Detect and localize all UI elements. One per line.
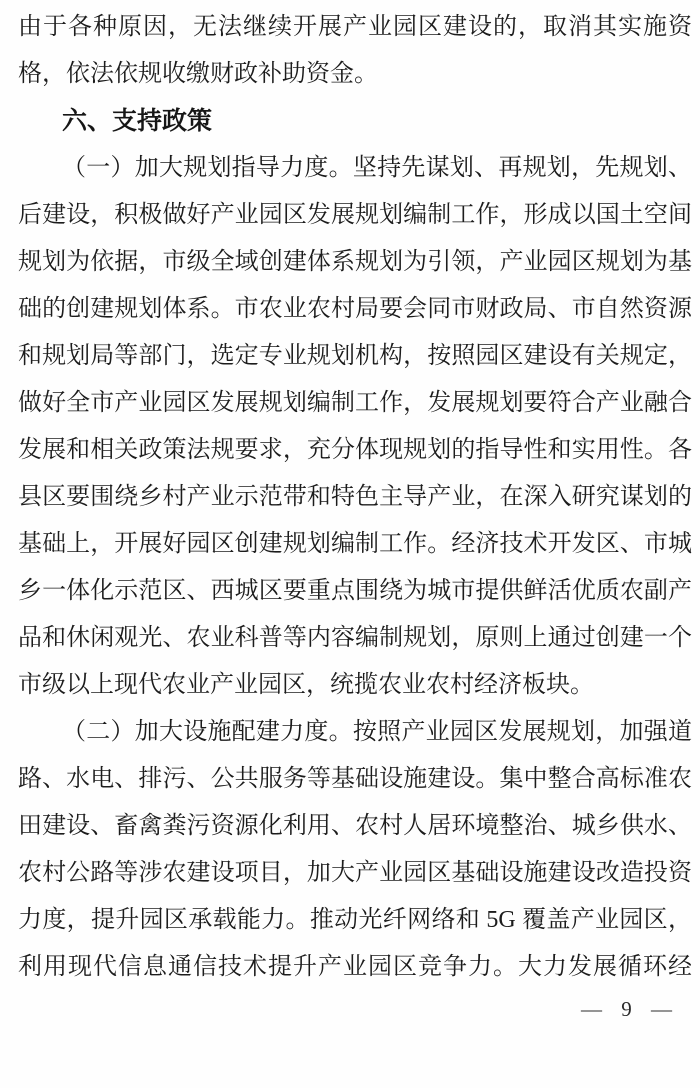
paragraph-first-line <box>18 145 692 192</box>
text-line: 路、水电、排污、公共服务等基础设施建设。集中整合高标准农 <box>18 766 692 792</box>
text-line: 县区要围绕乡村产业示范带和特色主导产业，在深入研究谋划的 <box>18 484 692 510</box>
text-line: 力度，提升园区承载能力。推动光纤网络和 5G 覆盖产业园区， <box>18 907 692 933</box>
text-line: 市级以上现代农业产业园区，统揽农业农村经济板块。 <box>18 672 594 698</box>
text-line: 后建设，积极做好产业园区发展规划编制工作，形成以国土空间 <box>18 202 692 228</box>
text-line: 础的创建规划体系。市农业农村局要会同市财政局、市自然资源 <box>18 296 692 322</box>
paragraph-lead: （二）加大设施配建力度。 <box>62 719 353 745</box>
text-line: 规划为依据，市级全域创建体系规划为引领，产业园区规划为基 <box>18 249 692 275</box>
text-line: 由于各种原因，无法继续开展产业园区建设的，取消其实施资 <box>18 14 692 40</box>
text-line: 格，依法依规收缴财政补助资金。 <box>18 61 378 87</box>
text-line: 做好全市产业园区发展规划编制工作，发展规划要符合产业融合 <box>18 390 692 416</box>
text-line: 农村公路等涉农建设项目，加大产业园区基础设施建设改造投资 <box>18 860 692 886</box>
text-line: 利用现代信息通信技术提升产业园区竞争力。大力发展循环经 <box>18 954 692 980</box>
text-line: 品和休闲观光、农业科普等内容编制规划，原则上通过创建一个 <box>18 625 692 651</box>
paragraph-lead-continuation: 坚持先谋划、再规划，先规划、 <box>352 155 693 181</box>
paragraph-lead-continuation: 按照产业园区发展规划，加强道 <box>352 719 693 745</box>
paragraph-first-line <box>18 709 692 756</box>
page-number: — 9 — <box>581 997 674 1021</box>
text-line: 发展和相关政策法规要求，充分体现规划的指导性和实用性。各 <box>18 437 692 463</box>
section-heading: 六、支持政策 <box>62 107 213 135</box>
text-line: 基础上，开展好园区创建规划编制工作。经济技术开发区、市城 <box>18 531 692 557</box>
text-line: 和规划局等部门，选定专业规划机构，按照园区建设有关规定， <box>18 343 692 369</box>
paragraph-lead: （一）加大规划指导力度。 <box>62 155 353 181</box>
document-body <box>18 4 692 991</box>
text-line: 田建设、畜禽粪污资源化利用、农村人居环境整治、城乡供水、 <box>18 813 692 839</box>
text-line: 乡一体化示范区、西城区要重点围绕为城市提供鲜活优质农副产 <box>18 578 692 604</box>
